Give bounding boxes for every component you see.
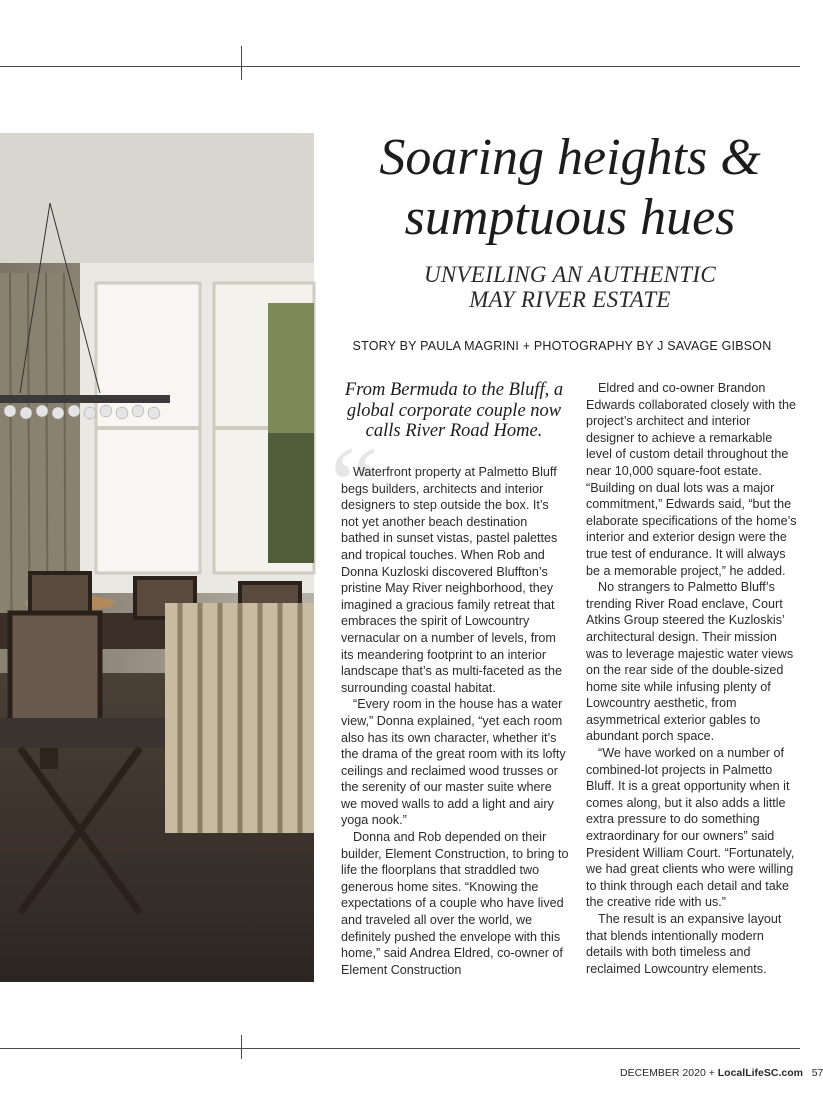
left-bottom-crop-mark	[241, 1035, 242, 1059]
paragraph: “We have worked on a number of combined-lot projects in Palmetto Bluff. It is a great opportunity when it comes along, but it also adds a little extra pressure to do something extraordinary for our owners” said President William Court. “Fortunately, we had great clients who were willing to think through each detail and take the creative ride with us.”	[586, 746, 795, 910]
bottom-rule	[0, 1048, 800, 1049]
top-rule	[0, 66, 800, 67]
byline: STORY BY PAULA MAGRINI + PHOTOGRAPHY BY J SAVAGE GIBSON	[352, 339, 772, 353]
page-number: 57	[811, 1067, 823, 1079]
paragraph: Donna and Rob depended on their builder, Element Construction, to bring to life the floorplans that straddled two generous home sites. “Knowing the expectations of a couple who have lived and traveled all over the world, we definitely pushed the envelope with this home,” said Andrea Eldred, co-owner of Element Construction	[341, 830, 569, 977]
dining-room-photo	[0, 133, 314, 982]
subtitle-line-1: UNVEILING AN AUTHENTIC	[423, 262, 716, 287]
website-link[interactable]: LocalLifeSC.com	[717, 1067, 803, 1079]
paragraph: No strangers to Palmetto Bluff’s trending River Road enclave, Court Atkins Group steered the Kuzloskis’ architectural design. Their mission was to leverage majestic water views on the rear side of the double-sized home site while infusing plenty of Lowcountry aesthetic, from asymmetrical exterior gables to abundant porch space.	[586, 580, 794, 744]
body-column-2	[586, 380, 800, 977]
body-column-1	[341, 464, 569, 978]
paragraph: Eldred and co-owner Brandon Edwards collaborated closely with the project’s architect and interior designer to achieve a remarkable level of custom detail throughout the near 10,000 square-foot estate. “Building on dual lots was a major commitment,” Edwards said, “but the elaborate specifications of the home’s interior and exterior design were the true test of endurance. It will always be a memorable project,” he added.	[586, 381, 797, 578]
left-top-crop-mark	[241, 46, 242, 80]
page-footer	[620, 1067, 823, 1079]
article-subtitle	[330, 262, 810, 312]
article-title: Soaring heights & sumptuous hues	[379, 129, 761, 246]
paragraph: The result is an expansive layout that blends intentionally modern details with both timeless and reclaimed Lowcountry elements.	[586, 912, 782, 976]
paragraph: “Every room in the house has a water view,” Donna explained, “yet each room also has its own character, whether it’s the drama of the great room with its lofty ceilings and reclaimed wood trusses or the serenity of our master suite where we moved walls to add a light and airy yoga nook.”	[341, 697, 566, 828]
subtitle-line-2: MAY RIVER ESTATE	[469, 287, 671, 312]
paragraph: Waterfront property at Palmetto Bluff begs builders, architects and interior designers to step outside the box. It’s not yet another beach destination bathed in sunset vistas, pastel palettes and tropical touches. When Rob and Donna Kuzloski discovered Bluffton’s pristine May River neighborhood, they imagined a gracious family retreat that embraces the spirit of Lowcountry vernacular on a number of levels, from its meandering footprint to an interior landscape that’s as multi-faceted as the surrounding coastal habitat.	[341, 465, 562, 695]
pull-quote: From Bermuda to the Bluff, a global corporate couple now calls River Road Home.	[344, 380, 564, 441]
issue-date: DECEMBER 2020 +	[620, 1067, 718, 1079]
decorative-quote-mark: “	[330, 424, 379, 546]
